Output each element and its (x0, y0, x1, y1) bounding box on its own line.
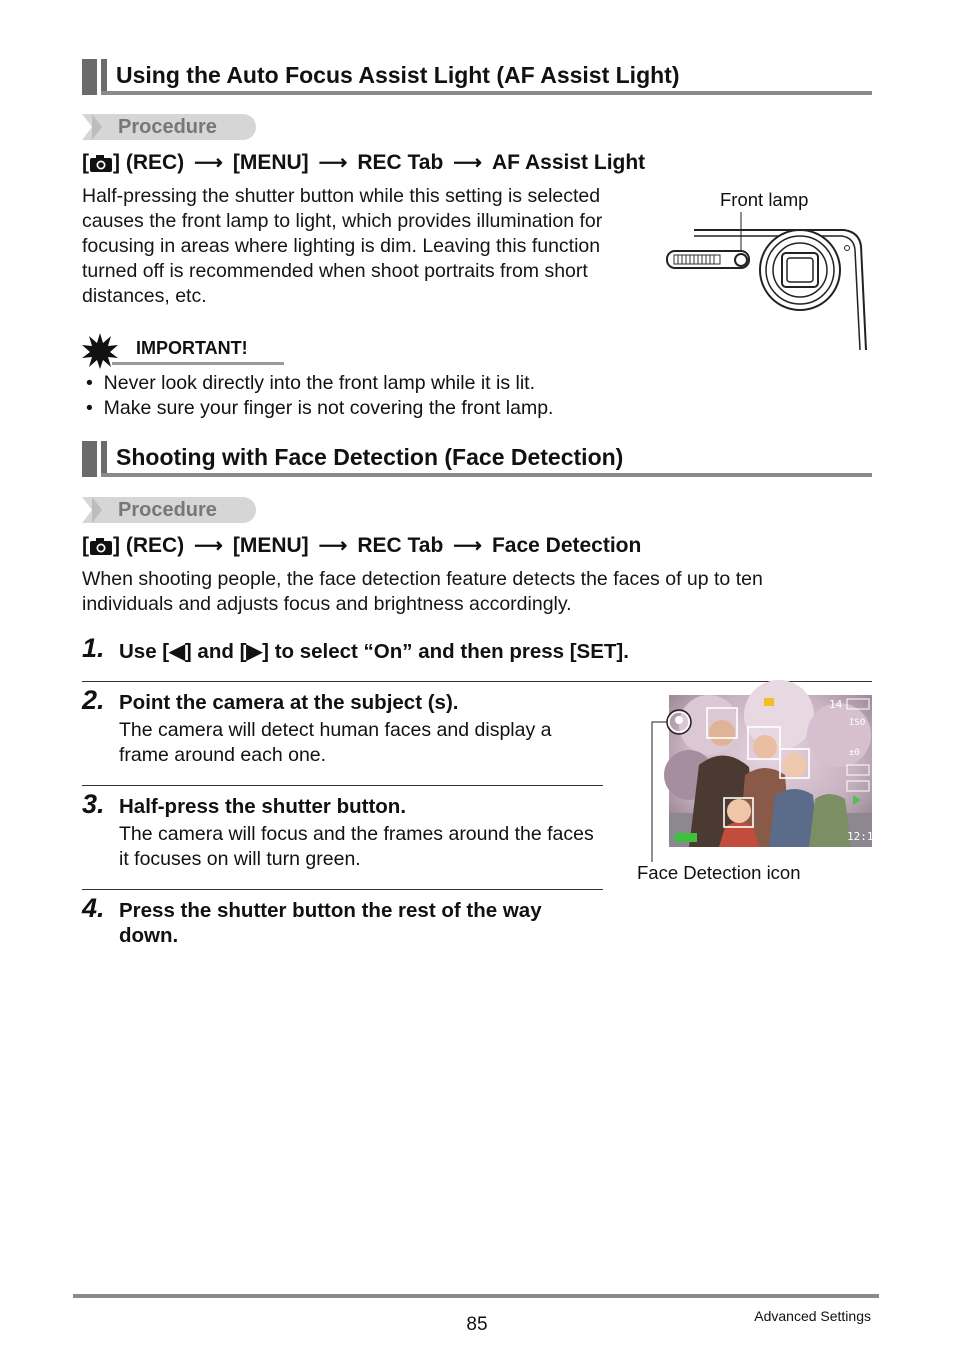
section-header-af-assist (82, 59, 872, 95)
step-number: 3. (82, 789, 105, 819)
important-callout (82, 333, 286, 365)
procedure-tag: Procedure (82, 114, 256, 140)
step-description: The camera will detect human faces and display a frame around each one. (119, 719, 552, 766)
divider (82, 681, 872, 682)
section-header-face-detection (82, 441, 872, 477)
face-detection-pointer (650, 710, 690, 862)
af-description: Half-pressing the shutter button while this setting is selected causes the front lamp to light, which provides illumination for focusing in areas where lighting is dim. Leaving this function turned off is recommended when shoot portraits from short distances, etc. (82, 185, 603, 307)
svg-text:12:10: 12:10 (847, 830, 881, 843)
camera-icon (90, 154, 112, 171)
face-detection-description: When shooting people, the face detection feature detects the faces of up to ten individuals and adjusts focus and brightness accordingly. (82, 568, 763, 615)
arrow-right-icon: ⟶ (453, 152, 482, 174)
section-title: Using the Auto Focus Assist Light (AF Assist Light) (116, 62, 680, 88)
step-title: Use [◀] and [▶] to select “On” and then press [SET]. (119, 640, 629, 663)
svg-text:±0: ±0 (849, 748, 860, 758)
step-number: 2. (82, 685, 105, 715)
svg-text:ISO: ISO (849, 718, 866, 728)
list-item: • Never look directly into the front lamp while it is lit. (86, 372, 536, 394)
menu-path-af: [ ] (REC) ⟶ [MENU] ⟶ REC Tab ⟶ AF Assist Light (82, 150, 646, 174)
arrow-right-icon: ⟶ (194, 535, 223, 557)
arrow-right-icon: ⟶ (194, 152, 223, 174)
arrow-right-icon: ⟶ (453, 535, 482, 557)
arrow-right-icon: ⟶ (318, 152, 348, 174)
menu-path-face: [ ] (REC) ⟶ [MENU] ⟶ REC Tab ⟶ Face Detection (82, 533, 642, 557)
triangle-left-icon: ◀ (169, 640, 185, 663)
divider (82, 889, 603, 890)
camera-lcd-photo (669, 695, 881, 847)
camera-front-illustration (664, 210, 870, 355)
chapter-label: Advanced Settings (754, 1308, 871, 1324)
step-title: Press the shutter button the rest of the way down. (119, 899, 542, 947)
camera-icon (90, 537, 112, 554)
footer-rule (73, 1294, 879, 1298)
list-item: • Make sure your finger is not covering the front lamp. (86, 397, 554, 419)
front-lamp-caption: Front lamp (720, 189, 809, 210)
step-title: Point the camera at the subject (s). (119, 691, 459, 714)
face-detection-icon-caption: Face Detection icon (637, 862, 801, 883)
page-number: 85 (466, 1314, 488, 1335)
step-title: Half-press the shutter button. (119, 795, 407, 818)
divider (82, 785, 603, 786)
procedure-tag: Procedure (82, 497, 256, 523)
arrow-right-icon: ⟶ (318, 535, 348, 557)
triangle-right-icon: ▶ (246, 640, 263, 663)
step-description: The camera will focus and the frames around the faces it focuses on will turn green. (119, 823, 594, 870)
step-number: 4. (82, 893, 105, 923)
svg-text:14: 14 (829, 698, 843, 711)
step-number: 1. (82, 633, 105, 663)
section-title: Shooting with Face Detection (Face Detection) (116, 444, 624, 470)
important-label: IMPORTANT! (136, 338, 248, 358)
